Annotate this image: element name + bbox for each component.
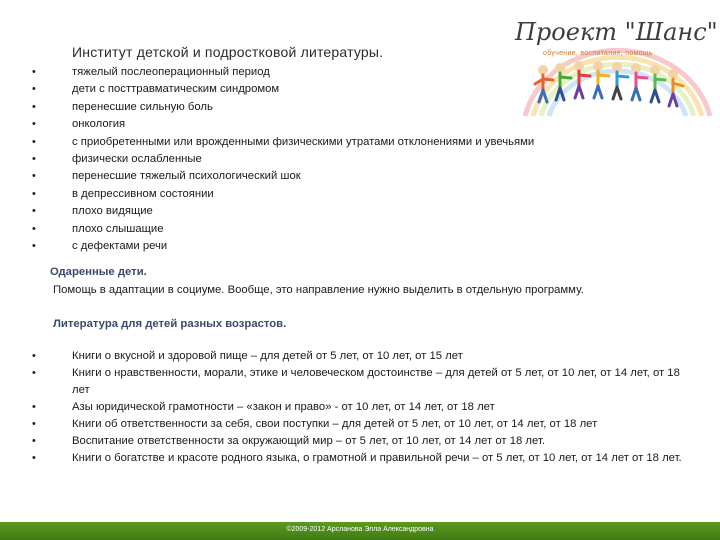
list-item: • онкология xyxy=(72,116,534,133)
list-item: • в депрессивном состоянии xyxy=(72,186,534,203)
project-logo xyxy=(505,6,718,126)
list-item: • Книги о богатстве и красоте родного языка, о грамотной и правильной речи – от 5 лет, от 10 лет, от 14 лет от 18 лет. xyxy=(72,450,692,467)
gifted-heading: Одаренные дети. xyxy=(50,266,147,278)
list-item: • Книги о вкусной и здоровой пище – для детей от 5 лет, от 10 лет, от 15 лет xyxy=(72,348,692,365)
logo-subtitle: обучение, воспитание, помощь xyxy=(543,50,653,57)
page-title: Институт детской и подростковой литературы. xyxy=(72,44,384,60)
list-item: • с дефектами речи xyxy=(72,238,534,255)
list-item: • перенесшие тяжелый психологический шок xyxy=(72,168,534,185)
list-item: • дети с посттравматическим синдромом xyxy=(72,81,534,98)
list-item: • плохо видящие xyxy=(72,203,534,220)
list-item: • Воспитание ответственности за окружающий мир – от 5 лет, от 10 лет, от 14 лет от 18 лет. xyxy=(72,433,692,450)
list-item: • Книги об ответственности за себя, свои поступки – для детей от 5 лет, от 10 лет, от 14 лет, от 18 лет xyxy=(72,416,692,433)
list-item: • тяжелый послеоперационный период xyxy=(72,64,534,81)
list-item: • с приобретенными или врожденными физическими утратами отклонениями и увечьями xyxy=(72,134,534,151)
copyright-text: ©2009-2012 Арсланова Элла Александровна xyxy=(286,526,434,533)
list-item: • плохо слышащие xyxy=(72,221,534,238)
gifted-text: Помощь в адаптации в социуме. Вообще, это направление нужно выделить в отдельную программу. xyxy=(53,284,584,296)
literature-list xyxy=(72,348,692,467)
list-item: • Азы юридической грамотности – «закон и право» - от 10 лет, от 14 лет, от 18 лет xyxy=(72,399,692,416)
conditions-list xyxy=(72,64,534,255)
list-item: • Книги о нравственности, морали, этике и человеческом достоинстве – для детей от 5 лет, от 10 лет, от 14 лет, от 18 лет xyxy=(72,365,692,399)
logo-title: Проект "Шанс" xyxy=(515,18,718,46)
list-item: • перенесшие сильную боль xyxy=(72,99,534,116)
literature-heading: Литература для детей разных возрастов. xyxy=(53,318,287,330)
list-item: • физически ослабленные xyxy=(72,151,534,168)
footer-bar xyxy=(0,522,720,540)
